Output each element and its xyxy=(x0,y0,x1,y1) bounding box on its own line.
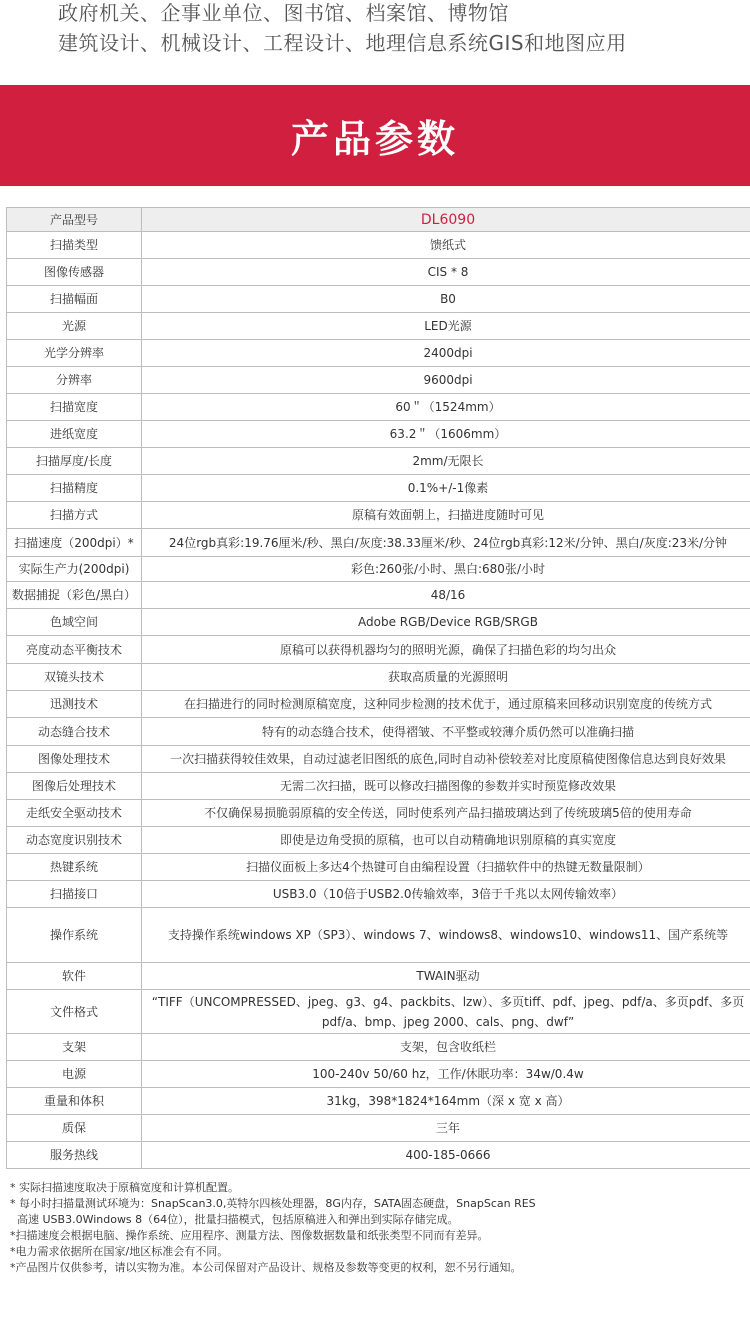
spec-key: 产品型号 xyxy=(7,208,142,232)
spec-key: 热键系统 xyxy=(7,854,142,881)
spec-key: 光源 xyxy=(7,313,142,340)
spec-value: B0 xyxy=(142,286,750,313)
section-banner xyxy=(0,85,750,186)
spec-row xyxy=(7,691,750,718)
spec-row xyxy=(7,963,750,990)
footnote-line: *产品图片仅供参考，请以实物为准。本公司保留对产品设计、规格及参数等变更的权利，恕不另行通知。 xyxy=(10,1261,522,1274)
spec-key: 扫描宽度 xyxy=(7,394,142,421)
spec-key: 走纸安全驱动技术 xyxy=(7,800,142,827)
spec-key: 数据捕捉（彩色/黑白） xyxy=(7,582,142,609)
spec-value: TWAIN驱动 xyxy=(142,963,750,990)
spec-value: 彩色:260张/小时、黑白:680张/小时 xyxy=(142,557,750,582)
spec-key: 软件 xyxy=(7,963,142,990)
spec-key: 双镜头技术 xyxy=(7,664,142,691)
spec-value: 支持操作系统windows XP（SP3）、windows 7、windows8、windows10、windows11、国产系统等 xyxy=(142,908,750,963)
spec-row xyxy=(7,208,750,232)
spec-row xyxy=(7,421,750,448)
spec-value: Adobe RGB/Device RGB/SRGB xyxy=(142,609,750,636)
spec-value: 一次扫描获得较佳效果，自动过滤老旧图纸的底色,同时自动补偿较差对比度原稿使图像信息达到良好效果 xyxy=(142,746,750,773)
spec-value: 特有的动态缝合技术，使得褶皱、不平整或较薄介质仍然可以准确扫描 xyxy=(142,718,750,746)
spec-key: 亮度动态平衡技术 xyxy=(7,636,142,664)
footnote-line: * 每小时扫描量测试环境为：SnapScan3.0,英特尔四核处理器，8G内存，SATA固态硬盘，SnapScan RES xyxy=(10,1197,536,1210)
spec-row xyxy=(7,881,750,908)
spec-key: 扫描速度（200dpi）* xyxy=(7,529,142,557)
spec-key: 进纸宽度 xyxy=(7,421,142,448)
spec-value: 9600dpi xyxy=(142,367,750,394)
spec-value: 原稿可以获得机器均匀的照明光源，确保了扫描色彩的均匀出众 xyxy=(142,636,750,664)
spec-key: 质保 xyxy=(7,1115,142,1142)
spec-value: 400-185-0666 xyxy=(142,1142,750,1169)
spec-table xyxy=(6,207,750,1169)
spec-row xyxy=(7,1034,750,1061)
spec-key: 重量和体积 xyxy=(7,1088,142,1115)
spec-value: 即使是边角受损的原稿，也可以自动精确地识别原稿的真实宽度 xyxy=(142,827,750,854)
spec-value: 24位rgb真彩:19.76厘米/秒、黑白/灰度:38.33厘米/秒、24位rgb真彩:12米/分钟、黑白/灰度:23米/分钟 xyxy=(142,529,750,557)
intro-line-applications: 政府机关、企事业单位、图书馆、档案馆、博物馆 xyxy=(58,1,509,25)
spec-value: USB3.0（10倍于USB2.0传输效率，3倍于千兆以太网传输效率） xyxy=(142,881,750,908)
spec-key: 支架 xyxy=(7,1034,142,1061)
spec-key: 迅测技术 xyxy=(7,691,142,718)
spec-value: CIS * 8 xyxy=(142,259,750,286)
spec-row xyxy=(7,718,750,746)
spec-value: 63.2＂（1606mm） xyxy=(142,421,750,448)
spec-value: LED光源 xyxy=(142,313,750,340)
spec-value: 2400dpi xyxy=(142,340,750,367)
spec-value: 原稿有效面朝上，扫描进度随时可见 xyxy=(142,502,750,529)
spec-row xyxy=(7,259,750,286)
spec-value: 三年 xyxy=(142,1115,750,1142)
spec-value: 获取高质量的光源照明 xyxy=(142,664,750,691)
spec-row xyxy=(7,854,750,881)
section-title: 产品参数 xyxy=(290,117,459,161)
spec-value: 100-240v 50/60 hz，工作/休眠功率：34w/0.4w xyxy=(142,1061,750,1088)
spec-value: 无需二次扫描，既可以修改扫描图像的参数并实时预览修改效果 xyxy=(142,773,750,800)
spec-value: 48/16 xyxy=(142,582,750,609)
footnote-line: * 实际扫描速度取决于原稿宽度和计算机配置。 xyxy=(10,1181,239,1194)
spec-key: 实际生产力(200dpi) xyxy=(7,557,142,582)
spec-key: 扫描精度 xyxy=(7,475,142,502)
footnote-line: *电力需求依据所在国家/地区标准会有不同。 xyxy=(10,1245,229,1258)
spec-key: 文件格式 xyxy=(7,990,142,1034)
spec-value: 扫描仪面板上多达4个热键可自由编程设置（扫描软件中的热键无数量限制） xyxy=(142,854,750,881)
footnote-line: 高速 USB3.0Windows 8（64位），批量扫描模式，包括原稿进入和弹出到实际存储完成。 xyxy=(10,1213,459,1226)
spec-row xyxy=(7,636,750,664)
spec-row xyxy=(7,529,750,557)
spec-value: 31kg，398*1824*164mm（深 x 宽 x 高） xyxy=(142,1088,750,1115)
spec-key: 分辨率 xyxy=(7,367,142,394)
spec-row xyxy=(7,475,750,502)
spec-key: 扫描方式 xyxy=(7,502,142,529)
spec-key: 图像后处理技术 xyxy=(7,773,142,800)
spec-row xyxy=(7,502,750,529)
spec-row xyxy=(7,1088,750,1115)
spec-value: 60＂（1524mm） xyxy=(142,394,750,421)
spec-row xyxy=(7,232,750,259)
spec-row xyxy=(7,340,750,367)
spec-key: 光学分辨率 xyxy=(7,340,142,367)
spec-row xyxy=(7,557,750,582)
spec-key: 服务热线 xyxy=(7,1142,142,1169)
spec-row xyxy=(7,1115,750,1142)
spec-row xyxy=(7,664,750,691)
spec-key: 动态缝合技术 xyxy=(7,718,142,746)
spec-row xyxy=(7,394,750,421)
spec-row xyxy=(7,367,750,394)
spec-key: 操作系统 xyxy=(7,908,142,963)
spec-row xyxy=(7,908,750,963)
spec-value: 2mm/无限长 xyxy=(142,448,750,475)
spec-key: 图像传感器 xyxy=(7,259,142,286)
spec-row xyxy=(7,582,750,609)
spec-row xyxy=(7,1142,750,1169)
spec-row xyxy=(7,746,750,773)
spec-value: 馈纸式 xyxy=(142,232,750,259)
spec-row xyxy=(7,286,750,313)
spec-key: 扫描幅面 xyxy=(7,286,142,313)
spec-value: 不仅确保易损脆弱原稿的安全传送，同时使系列产品扫描玻璃达到了传统玻璃5倍的使用寿命 xyxy=(142,800,750,827)
model-number: DL6090 xyxy=(142,208,750,232)
spec-row xyxy=(7,773,750,800)
spec-key: 电源 xyxy=(7,1061,142,1088)
spec-row xyxy=(7,609,750,636)
intro-line-design-fields: 建筑设计、机械设计、工程设计、地理信息系统GIS和地图应用 xyxy=(58,31,627,55)
spec-row xyxy=(7,990,750,1034)
spec-row xyxy=(7,800,750,827)
spec-value: 0.1%+/-1像素 xyxy=(142,475,750,502)
spec-key: 色域空间 xyxy=(7,609,142,636)
spec-key: 扫描厚度/长度 xyxy=(7,448,142,475)
spec-value: 在扫描进行的同时检测原稿宽度，这种同步检测的技术优于，通过原稿来回移动识别宽度的传统方式 xyxy=(142,691,750,718)
spec-value: 支架，包含收纸栏 xyxy=(142,1034,750,1061)
intro-text xyxy=(58,0,738,58)
spec-row xyxy=(7,313,750,340)
spec-row xyxy=(7,448,750,475)
spec-value: “TIFF（UNCOMPRESSED、jpeg、g3、g4、packbits、lzw）、多页tiff、pdf、jpeg、pdf/a、多页pdf、多页pdf/a、bmp、jpeg 2000、cals、png、dwf” xyxy=(142,990,750,1034)
spec-row xyxy=(7,827,750,854)
spec-key: 扫描类型 xyxy=(7,232,142,259)
spec-key: 动态宽度识别技术 xyxy=(7,827,142,854)
footnotes xyxy=(10,1180,740,1276)
footnote-line: *扫描速度会根据电脑、操作系统、应用程序、测量方法、图像数据数量和纸张类型不同而有差异。 xyxy=(10,1229,489,1242)
spec-key: 扫描接口 xyxy=(7,881,142,908)
spec-row xyxy=(7,1061,750,1088)
spec-key: 图像处理技术 xyxy=(7,746,142,773)
